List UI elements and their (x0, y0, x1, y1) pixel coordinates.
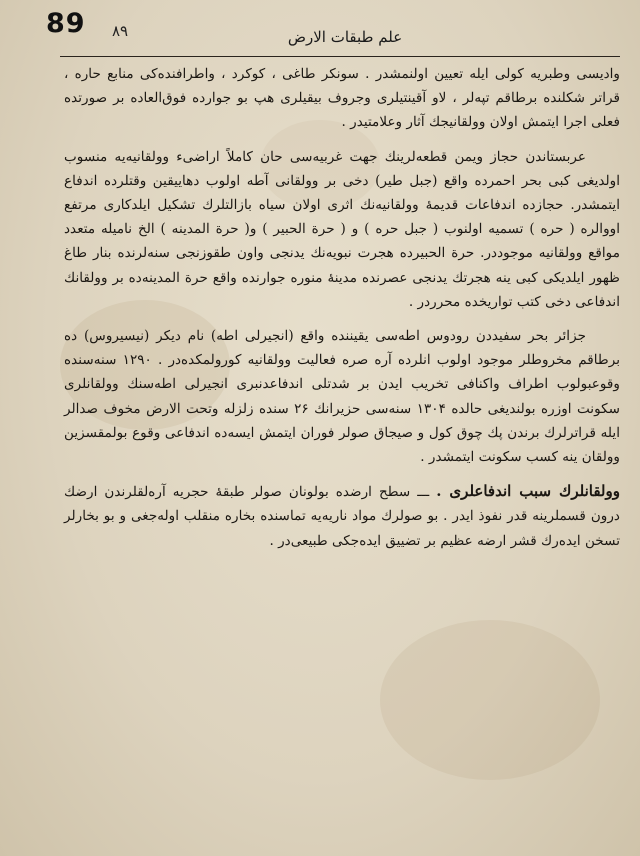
section-text: ـــ سطح ارضده بولونان صولر طبقهٔ حجریه آره‌لقلرندن ارضك درون قسملرینه قدر نفوذ ایدر . بو صولرك مواد ناریه‌یه تماسنده بخاره منقلب اوله‌جغی و بو بخارلر تسخن ایده‌رك قشر ارضه عظیم بر تضییق ایده‌جکی طبیعی‌در . (64, 484, 620, 549)
header-rule (60, 56, 620, 57)
paragraph: وادیسی وطبریه کولی ایله تعیین اولنمشدر . سونکر طاغی ، کوکرد ، واطرافنده‌کی منابع حاره ، قراتر شکلنده برطاقم تپه‌لر ، لاو آقینتیلری وجروف بیقیلری هپ بو جوارده فوق‌العاده بر صورتده فعلی اجرا ایتمش اولان وولقانیجك آثار وعلامتیدر . (64, 66, 620, 131)
running-title: علم طبقات الارض (287, 28, 403, 46)
paragraph: جزائر بحر سفیددن رودوس اطه‌سی یقیننده واقع (انجیرلی اطه) نام دیکر (نیسیروس) ده برطاقم مخروطلر موجود اولوب انلرده آره صره فعالیت وولقانیه کورولمکده‌در . ۱۲۹۰ سنه‌سنده وقوعبولوب اطراف واکنافی تخریب ایدن بر شدتلی اندفاعدنبری انجیرلی اطه‌سنك وولقانلری سکونت اوزره بولندیغی حالده ۱۳۰۴ سنه‌سی حزیرانك ۲۶ سنده زلزله وتحت الارض مخوف صدالر ایله قراترلرك برندن پك چوق کول و صیجاق صولر فوران ایتمش ایسه‌ده اندفاعی وقوع بولمقسزین وولقان ینه کسب سکونت ایتمشدر . (64, 328, 620, 466)
page-header (0, 0, 640, 60)
section-heading: وولقانلرك سبب اندفاعلری . (436, 482, 620, 501)
paragraph: عربستاندن حجاز ویمن قطعه‌لرینك جهت غربیه‌سی حان کاملاً اراضیء وولقانیه‌یه منسوب اولدیغی کبی بحر احمرده واقع (جبل طیر) دخی بر وولقانی آطه اولوب دهاییقین وقتلرده اندفاع ایتمشدر. حجازده اندفاعات قدیمهٔ وولقانیه‌نك اثری اولان سیاه بازالتلرك تشکیل ایلدکاری مرتفع اووا‌لره ( حره ) تسمیه اولنوب ( جبل حره ) و ( حرة الحبیر ) و( حرة المدینه ) الخ نامیله متعدد مواقع وولقانیه موجوددر. حرة الحبیرده هجرت نبویه‌نك یدنجی واون طقوزنجی سنه‌لرنده بنار طاغ ظهور ایلدیکی کبی ینه هجرتك یدنجی عصرنده مدینهٔ منوره جوارنده واقع حرة المدینه‌ده بر وولقانك اندفاعی دخی کتب تواریخده محرردر . (64, 148, 620, 310)
page-body (64, 62, 620, 852)
page-number: 89 (46, 8, 86, 39)
page-number-arabic: ٨٩ (112, 22, 129, 40)
section-paragraph (64, 479, 620, 553)
